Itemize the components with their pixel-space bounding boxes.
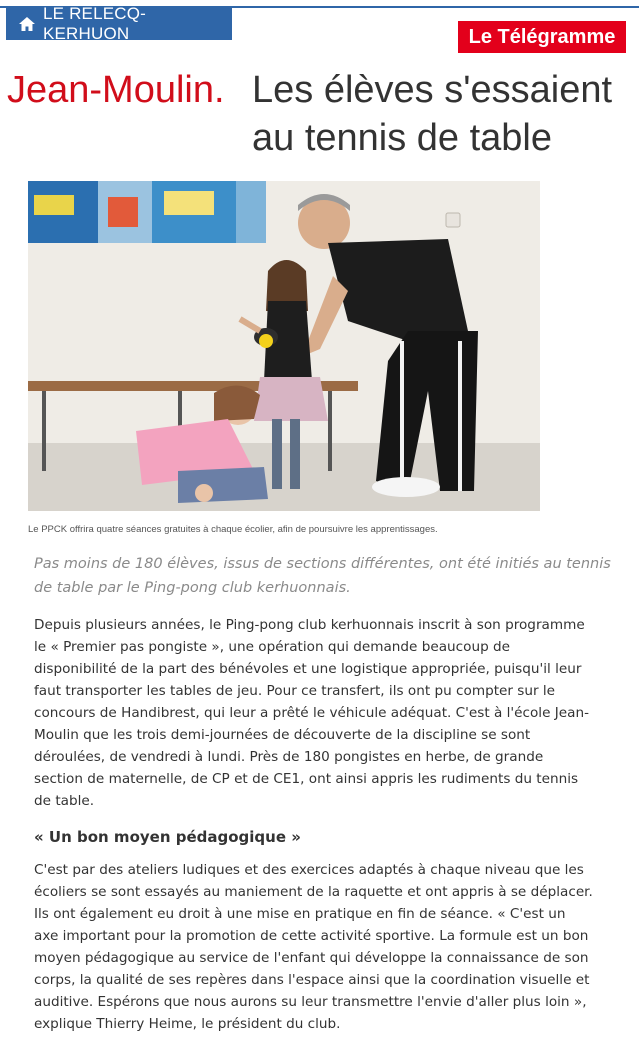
photo-illustration bbox=[28, 181, 540, 511]
article-paragraph-1: Depuis plusieurs années, le Ping-pong club kerhuonnais inscrit à son programme le « Premier pas pongiste », une opération qui demande beaucoup de disponibilité de la part des bénévoles et une logistique appropriée, puisqu'il leur faut transporter les tables de jeu. Pour ce transfert, ils ont pu compter sur le concours de Handibrest, qui leur a prêté le véhicule adéquat. C'est à l'école Jean-Moulin que les trois demi-journées de découverte de la discipline se sont déroulées, de vendredi à lundi. Près de 180 pongistes en herbe, de grande section de maternelle, de CP et de CE1, ont ainsi appris les rudiments du tennis de table. bbox=[34, 617, 589, 809]
headline-place: Jean-Moulin. bbox=[7, 69, 225, 111]
article-subheading: « Un bon moyen pédagogique » bbox=[34, 828, 301, 846]
photo-caption: Le PPCK offrira quatre séances gratuites à chaque écolier, afin de poursuivre les apprentissages. bbox=[28, 524, 438, 535]
article-photo bbox=[28, 181, 540, 511]
headline-line-2: au tennis de table bbox=[252, 117, 553, 159]
article-lead: Pas moins de 180 élèves, issus de sections différentes, ont été initiés au tennis de table par le Ping-pong club kerhuonnais. bbox=[34, 556, 611, 596]
home-icon bbox=[18, 16, 36, 32]
article-paragraph-2: C'est par des ateliers ludiques et des exercices adaptés à chaque niveau que les écoliers se sont essayés au maniement de la raquette et ont appris à se déplacer. Ils ont également eu droit à une mise en pratique en fin de séance. « C'est un axe important pour la promotion de cette activité sportive. La formule est un bon moyen pédagogique au service de l'enfant qui développe la connaissance de son corps, la qualité de ses repères dans l'espace ainsi que la coordination visuelle et auditive. Espérons que nous aurons su leur transmettre l'envie d'aller plus loin », explique Thierry Heime, le président du club. bbox=[34, 862, 593, 1032]
brand-logo[interactable] bbox=[458, 21, 626, 53]
brand-name: Le Télégramme bbox=[468, 25, 616, 48]
location-label: LE RELECQ-KERHUON bbox=[42, 4, 147, 43]
headline-line-1: Les élèves s'essaient bbox=[252, 69, 613, 111]
headline bbox=[7, 60, 639, 160]
location-tag[interactable] bbox=[6, 4, 232, 43]
